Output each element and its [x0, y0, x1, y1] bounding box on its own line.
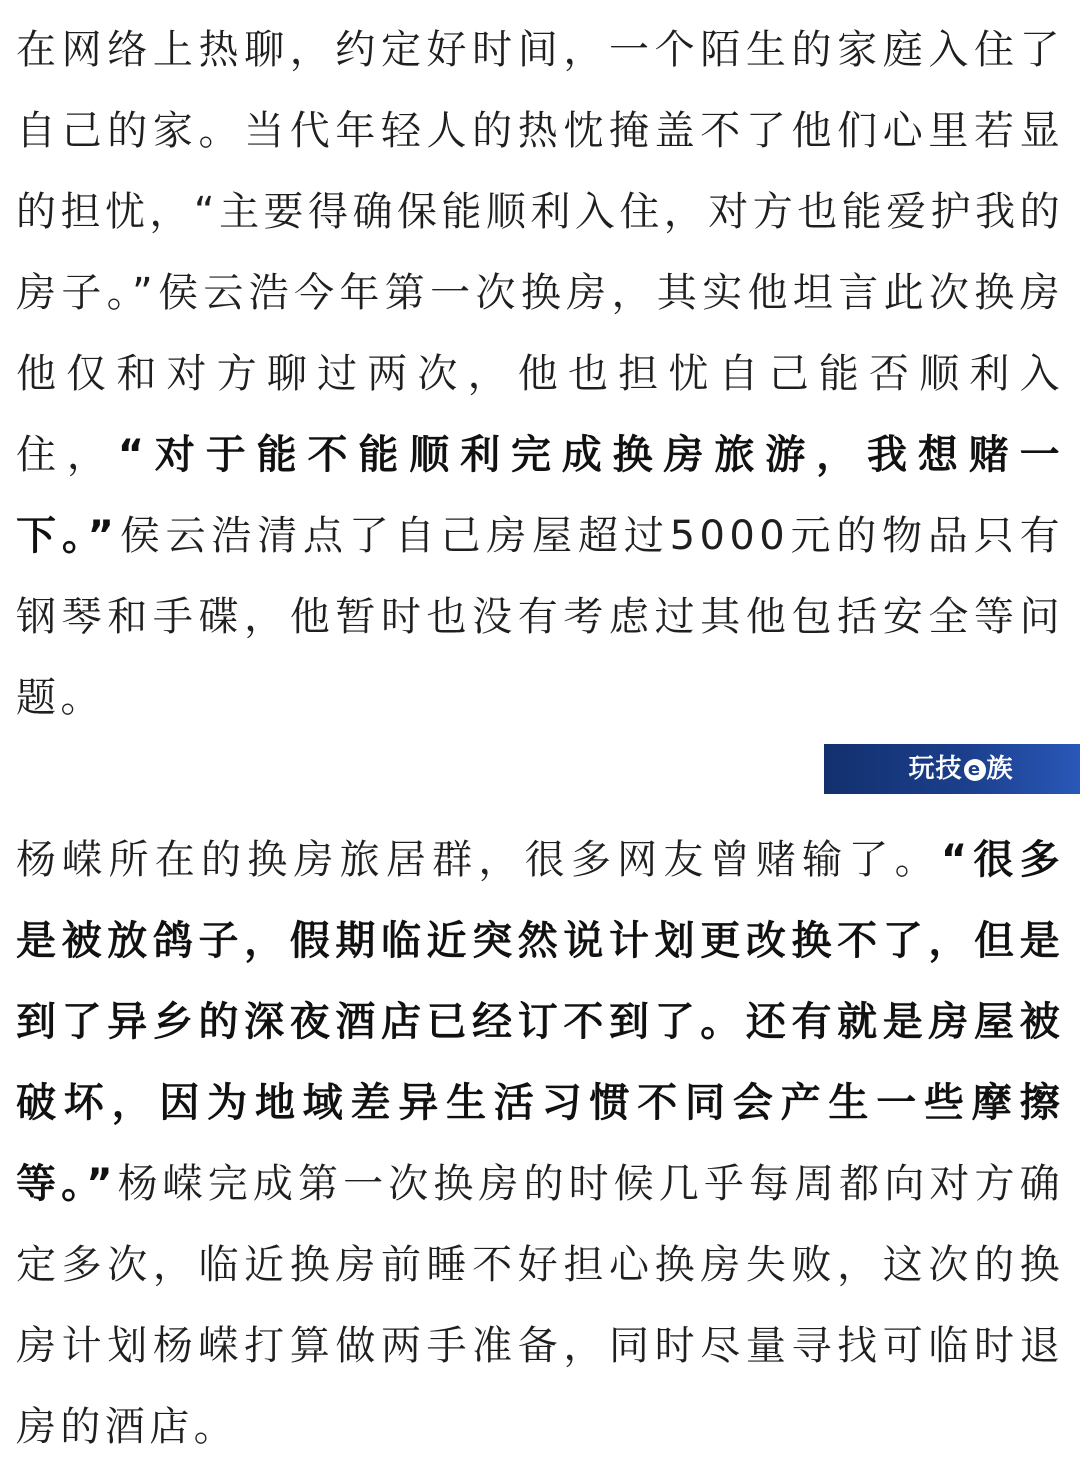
paragraph-1-text-end: 侯云浩清点了自己房屋超过5000元的物品只有钢琴和手碟，他暂时也没有考虑过其他包括安全等问题。	[16, 513, 1064, 721]
watermark-suffix: 族	[986, 754, 1014, 784]
paragraph-1-text: 在网络上热聊，约定好时间，一个陌生的家庭入住了自己的家。当代年轻人的热忱掩盖不了他们心里若显的担忧，“主要得确保能顺利入住，对方也能爱护我的房子。”侯云浩今年第一次换房，其实他坦言此次换房他仅和对方聊过两次，他也担忧自己能否顺利入住，	[16, 27, 1064, 478]
paragraph-2-text: 杨嵘所在的换房旅居群，很多网友曾赌输了。	[16, 837, 941, 883]
paragraph-2	[16, 820, 1064, 1468]
paragraph-1-quote: “对于能不能顺利完成换房旅游，我想赌一下。”	[16, 432, 1064, 559]
paragraph-2-text-end: 杨嵘完成第一次换房的时候几乎每周都向对方确定多次，临近换房前睡不好担心换房失败，这次的换房计划杨嵘打算做两手准备，同时尽量寻找可临时退房的酒店。	[16, 1161, 1064, 1450]
paragraph-2-quote: “很多是被放鸽子，假期临近突然说计划更改换不了，但是到了异乡的深夜酒店已经订不到了。还有就是房屋被破坏，因为地域差异生活习惯不同会产生一些摩擦等。”	[16, 837, 1064, 1207]
article-body	[16, 10, 1064, 1468]
watermark-prefix: 玩技	[908, 754, 963, 784]
watermark-e-icon: e	[964, 759, 986, 781]
watermark-logo	[824, 744, 1080, 794]
paragraph-1	[16, 10, 1064, 739]
